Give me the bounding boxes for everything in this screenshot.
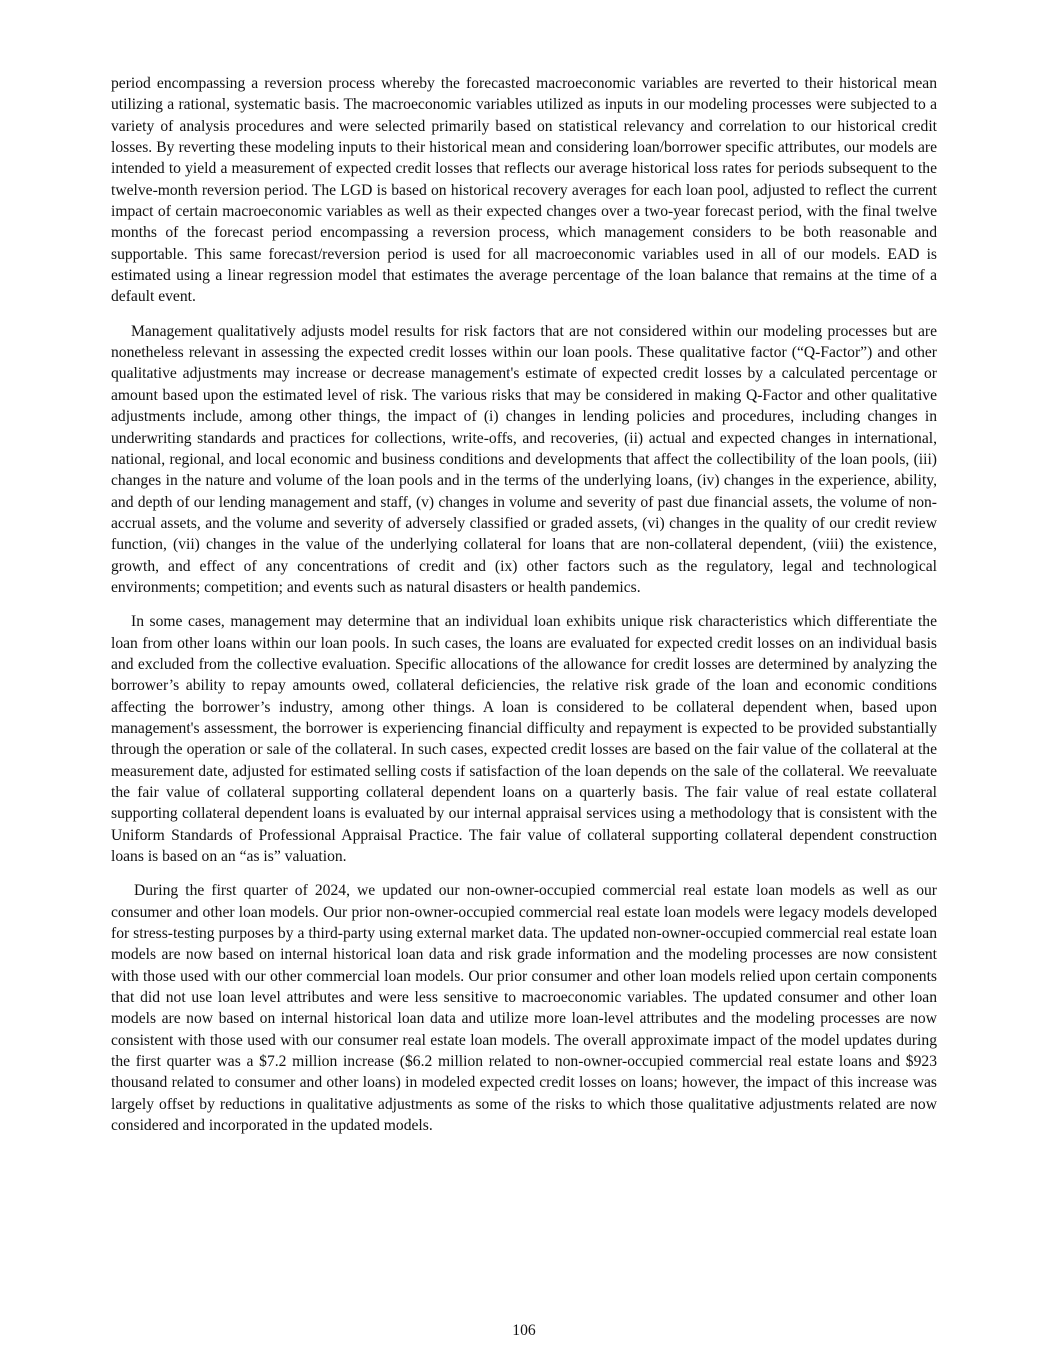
page-number: 106 bbox=[512, 1322, 536, 1339]
paragraph-model-updates: During the first quarter of 2024, we updated our non-owner-occupied commercial real estate loan models as well as our consumer and other loan models. Our prior non-owner-occupied commercial real estate loan models were legacy models developed for stress-testing purposes by a third-party using external market data. The updated non-owner-occupied commercial real estate loan models are now based on internal historical loan data and risk grade information and the modeling processes are now consistent with those used with our other commercial loan models. Our prior consumer and other loan models relied upon certain components that did not use loan level attributes and were less sensitive to macroeconomic variables. The updated consumer and other loan models are now based on internal historical loan data and utilize more loan-level attributes and the modeling processes are now consistent with those used with our consumer real estate loan models. The overall approximate impact of the model updates during the first quarter was a $7.2 million increase ($6.2 million related to non-owner-occupied commercial real estate loans and $923 thousand related to consumer and other loans) in modeled expected credit losses on loans; however, the impact of this increase was largely offset by reductions in qualitative adjustments as some of the risks to which those qualitative adjustments related are now considered and incorporated in the updated models. bbox=[111, 882, 937, 1135]
paragraph-qualitative-adjustments: Management qualitatively adjusts model results for risk factors that are not considered within our modeling processes but are nonetheless relevant in assessing the expected credit losses within our loan pools. These qualitative factor (“Q-Factor”) and other qualitative adjustments may increase or decrease management's estimate of expected credit losses by a calculated percentage or amount based upon the estimated level of risk. The various risks that may be considered in making Q-Factor and other qualitative adjustments include, among other things, the impact of (i) changes in lending policies and procedures, including changes in underwriting standards and practices for collections, write-offs, and recoveries, (ii) actual and expected changes in international, national, regional, and local economic and business conditions and developments that affect the collectibility of the loan pools, (iii) changes in the nature and volume of the loan pools and in the terms of the underlying loans, (iv) changes in the experience, ability, and depth of our lending management and staff, (v) changes in volume and severity of past due financial assets, the volume of non-accrual assets, and the volume and severity of adversely classified or graded assets, (vi) changes in the quality of our credit review function, (vii) changes in the value of the underlying collateral for loans that are non-collateral dependent, (viii) the existence, growth, and effect of any concentrations of credit and (ix) other factors such as the regulatory, legal and technological environments; competition; and events such as natural disasters or health pandemics. bbox=[111, 322, 937, 596]
document-body bbox=[111, 73, 937, 1150]
paragraph-model-reversion: period encompassing a reversion process whereby the forecasted macroeconomic variables are reverted to their historical mean utilizing a rational, systematic basis. The macroeconomic variables utilized as inputs in our modeling processes were subjected to a variety of analysis procedures and were selected primarily based on statistical relevancy and correlation to our historical credit losses. By reverting these modeling inputs to their historical mean and considering loan/borrower specific attributes, our models are intended to yield a measurement of expected credit losses that reflects our average historical loss rates for periods subsequent to the twelve-month reversion period. The LGD is based on historical recovery averages for each loan pool, adjusted to reflect the current impact of certain macroeconomic variables as well as their expected changes over a two-year forecast period, with the final twelve months of the forecast period encompassing a reversion process, which management considers to be both reasonable and supportable. This same forecast/reversion period is used for all macroeconomic variables used in all of our models. EAD is estimated using a linear regression model that estimates the average percentage of the loan balance that remains at the time of a default event. bbox=[111, 75, 937, 306]
paragraph-individual-evaluation: In some cases, management may determine that an individual loan exhibits unique risk characteristics which differentiate the loan from other loans within our loan pools. In such cases, the loans are evaluated for expected credit losses on an individual basis and excluded from the collective evaluation. Specific allocations of the allowance for credit losses are determined by analyzing the borrower’s ability to repay amounts owed, collateral deficiencies, the relative risk grade of the loan and economic conditions affecting the borrower’s industry, among other things. A loan is considered to be collateral dependent when, based upon management's assessment, the borrower is experiencing financial difficulty and repayment is expected to be provided substantially through the operation or sale of the collateral. In such cases, expected credit losses are based on the fair value of the collateral at the measurement date, adjusted for estimated selling costs if satisfaction of the loan depends on the sale of the collateral. We reevaluate the fair value of collateral supporting collateral dependent loans on a quarterly basis. The fair value of real estate collateral supporting collateral dependent loans is evaluated by our internal appraisal services using a methodology that is consistent with the Uniform Standards of Professional Appraisal Practice. The fair value of collateral supporting collateral dependent construction loans is based on an “as is” valuation. bbox=[111, 613, 937, 866]
